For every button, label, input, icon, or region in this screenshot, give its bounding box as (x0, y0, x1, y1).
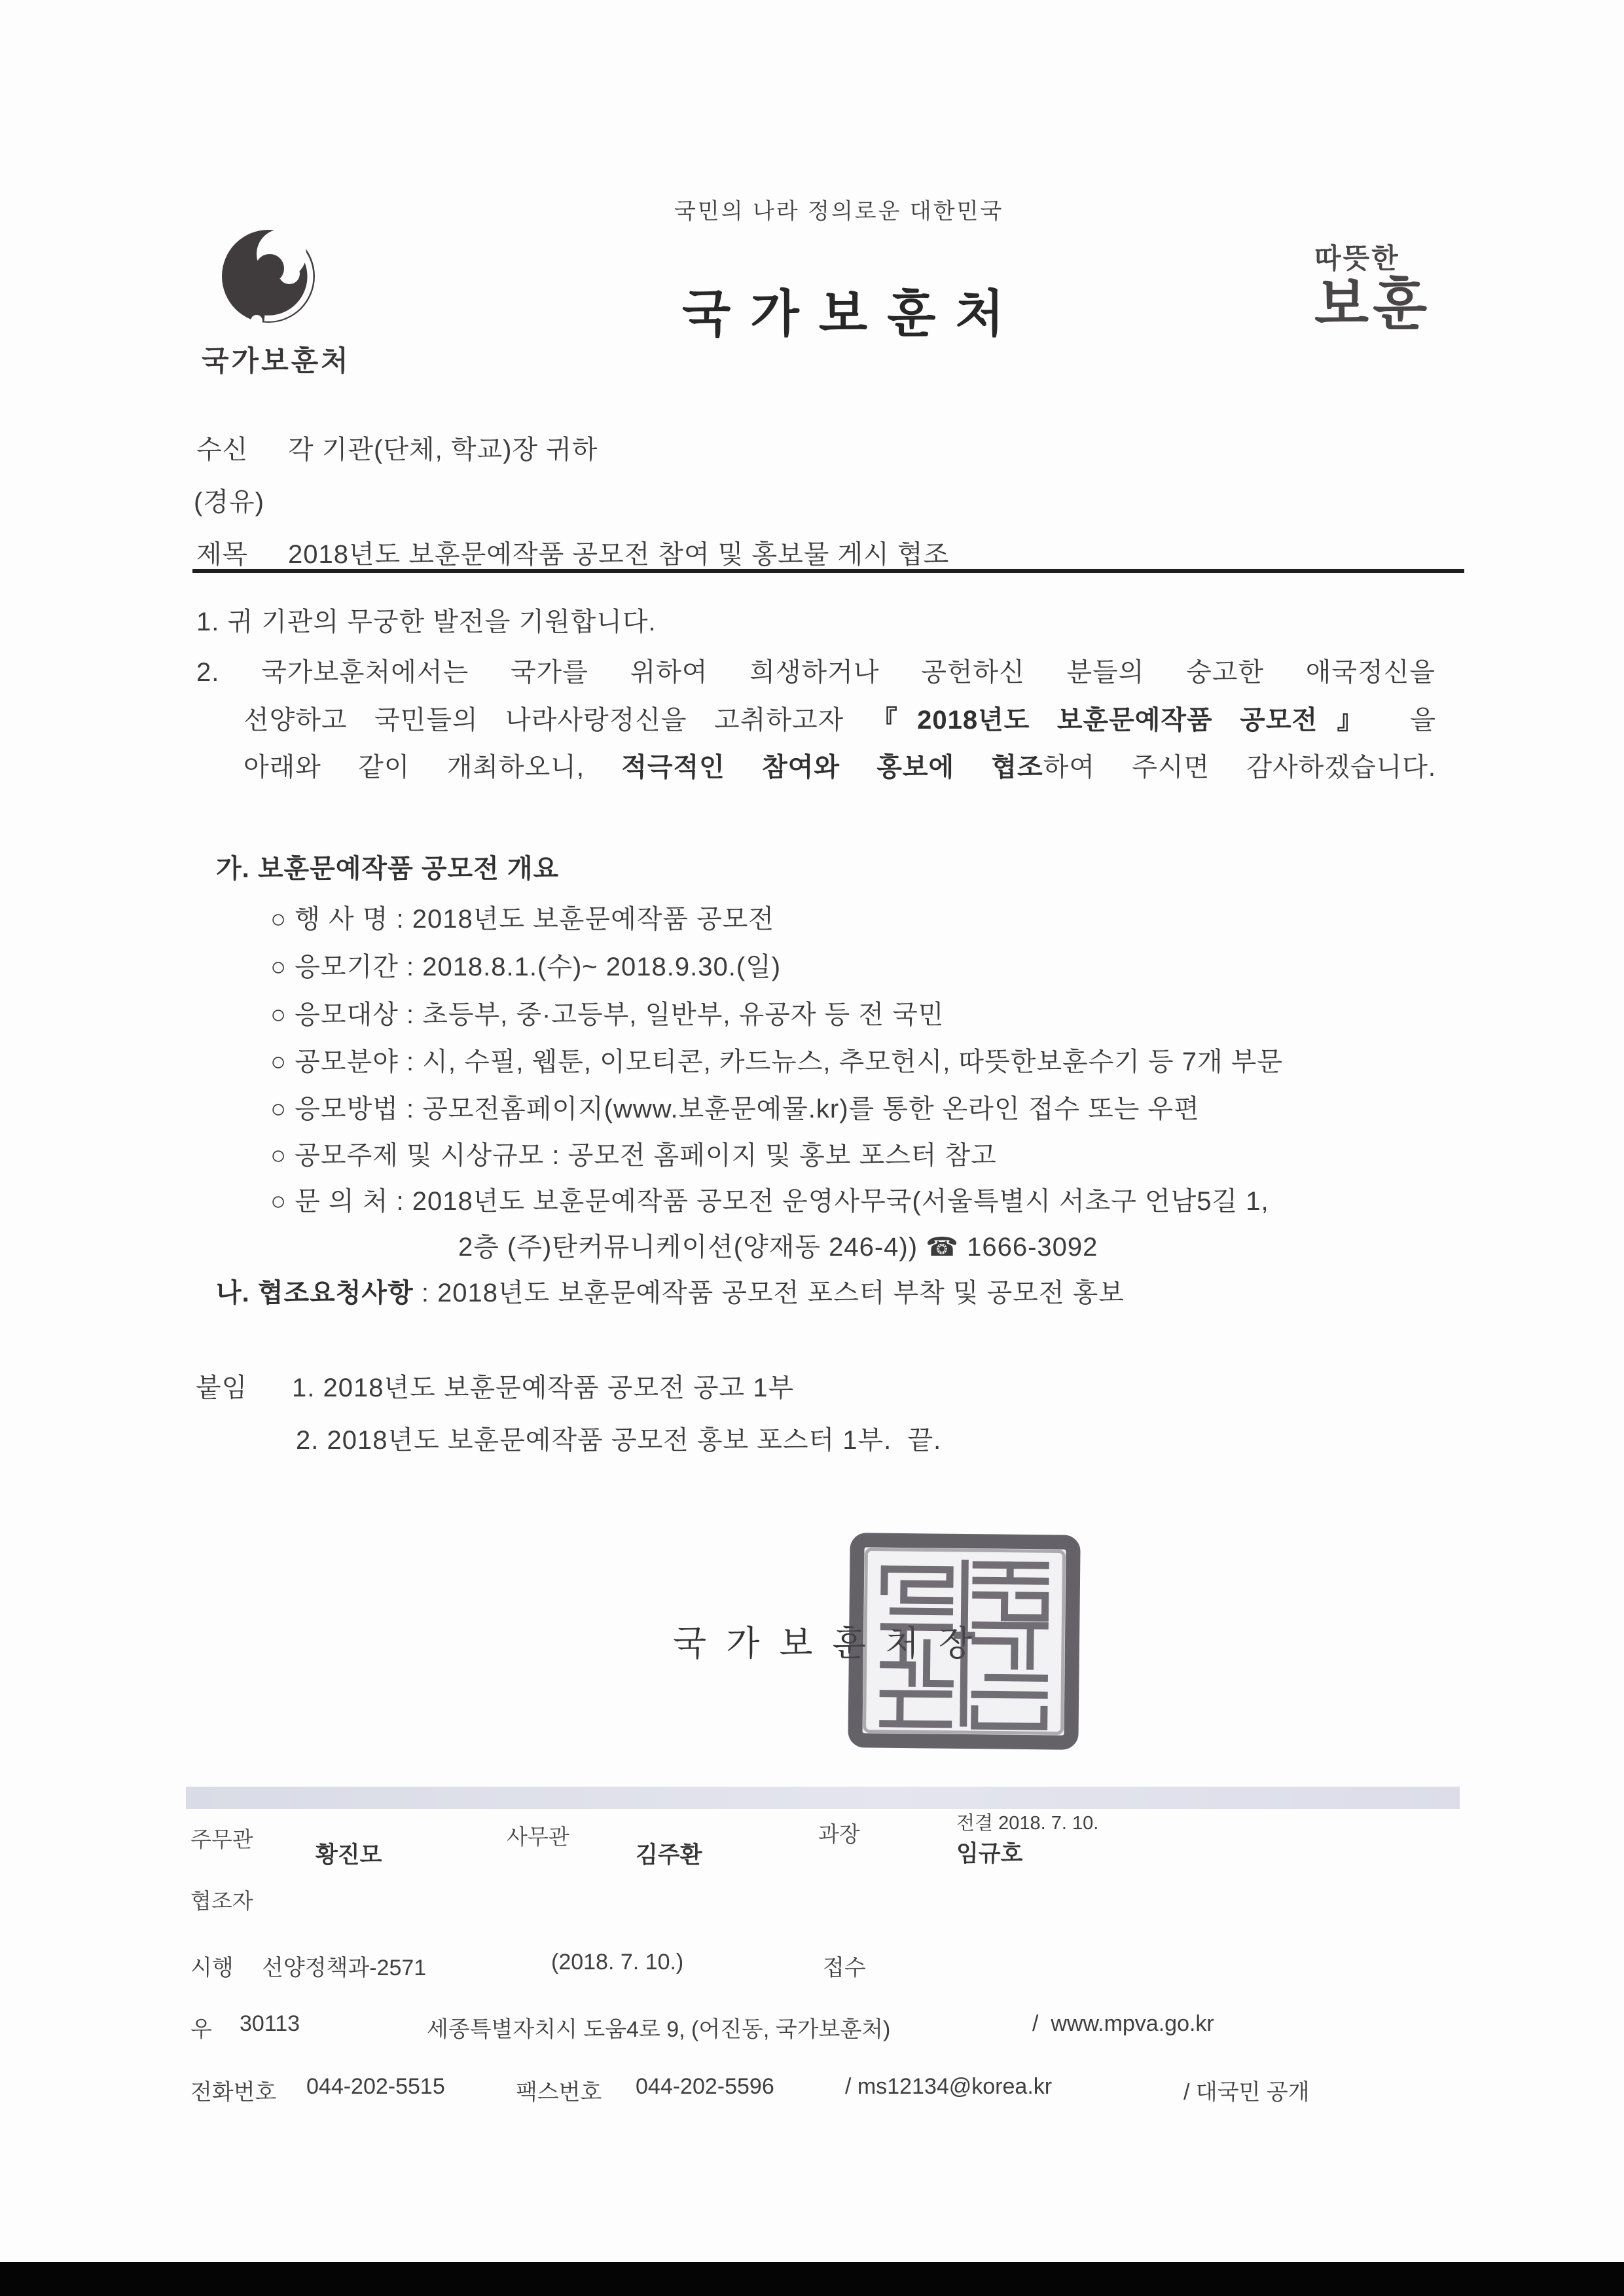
request-line (216, 1272, 1125, 1309)
attachment-item-2: 2. 2018년도 보훈문예작품 공모전 홍보 포스터 1부. 끝. (296, 1426, 942, 1455)
overview-item-text: 응모방법 : 공모전홈페이지(www.보훈문예물.kr)를 통한 온라인 접수 또는 우편 (295, 1095, 1200, 1123)
execution-date: (2018. 7. 10.) (551, 1950, 684, 1975)
approver-role-director: 과장 (818, 1822, 860, 1846)
overview-item-event-name (270, 898, 774, 936)
approver-name-staff: 황진모 (316, 1842, 382, 1868)
overview-item-text: 공모주제 및 시상규모 : 공모전 홈페이지 및 홍보 포스터 참고 (295, 1141, 997, 1170)
approver-name-director: 임규호 (956, 1841, 1023, 1867)
public-disclosure-note: / 대국민 공개 (1183, 2080, 1310, 2105)
inquiry-continuation: 2층 (주)탄커뮤니케이션(양재동 246-4)) ☎ 1666-3092 (458, 1233, 1098, 1262)
para2-line3-text: 아래와 같이 개최하오니, (244, 753, 622, 782)
attachment-item-1: 1. 2018년도 보훈문예작품 공모전 공고 1부 (292, 1374, 795, 1402)
para2-line2-tail: 을 (1382, 706, 1436, 735)
title-divider (192, 569, 1464, 573)
request-value: 2018년도 보훈문예작품 공모전 포스터 부착 및 공모전 홍보 (437, 1279, 1125, 1307)
overview-item-eligibility (270, 994, 944, 1031)
circle-bullet-icon: ○ (270, 1048, 287, 1076)
body-paragraph-1: 1. 귀 기관의 무궁한 발전을 기원합니다. (196, 608, 657, 636)
postal-code: 30113 (240, 2011, 300, 2036)
overview-item-period (270, 946, 781, 983)
attachments-label: 붙임 (196, 1374, 248, 1402)
email-address: / ms12134@korea.kr (845, 2074, 1053, 2099)
approver-name-officer: 김주환 (636, 1842, 702, 1868)
request-separator: : (413, 1279, 438, 1307)
recipient-value: 각 기관(단체, 학교)장 귀하 (288, 435, 598, 464)
via-line: (경유) (194, 488, 264, 517)
contest-name-emphasis: 『2018년도 보훈문예작품 공모전』 (871, 706, 1383, 735)
overview-item-theme (270, 1135, 997, 1172)
overview-item-text: 공모분야 : 시, 수필, 웹툰, 이모티콘, 카드뉴스, 추모헌시, 따뜻한보훈수기 등 7개 부문 (295, 1048, 1284, 1076)
overview-item-text: 행 사 명 : 2018년도 보훈문예작품 공모전 (295, 905, 775, 934)
overview-heading: 가. 보훈문예작품 공모전 개요 (216, 854, 560, 883)
fax-label: 팩스번호 (516, 2080, 602, 2105)
overview-item-text: 응모기간 : 2018.8.1.(수)~ 2018.9.30.(일) (295, 953, 782, 981)
emblem-caption: 국가보훈처 (202, 346, 351, 377)
body-paragraph-2-line2 (244, 699, 1436, 737)
taegeuk-emblem-icon (216, 225, 323, 327)
circle-bullet-icon: ○ (270, 1187, 287, 1216)
warm-bohun-badge (1314, 237, 1439, 336)
request-heading: 나. 협조요청사항 (216, 1279, 414, 1307)
government-slogan: 국민의 나라 정의로운 대한민국 (674, 199, 1004, 224)
approver-role-officer: 사무관 (507, 1825, 569, 1849)
scan-edge-black-bar (0, 2262, 1624, 2296)
cooperator-label: 협조자 (190, 1889, 253, 1913)
participation-emphasis: 적극적인 참여와 홍보에 협조 (621, 753, 1043, 782)
ministry-title: 국가보훈처 (682, 286, 1024, 342)
overview-item-categories (270, 1041, 1283, 1078)
postal-label: 우 (190, 2017, 212, 2042)
office-address: 세종특별자치시 도움4로 9, (어진동, 국가보훈처) (427, 2017, 891, 2042)
website-url: / www.mpva.go.kr (1032, 2011, 1214, 2036)
subject-value: 2018년도 보훈문예작품 공모전 참여 및 홍보물 게시 협조 (288, 540, 950, 569)
circle-bullet-icon: ○ (270, 1000, 287, 1029)
final-approval-note: 전결 2018. 7. 10. (956, 1813, 1099, 1834)
overview-item-inquiry (270, 1180, 1269, 1218)
signer-title: 국가보훈처장 (673, 1624, 992, 1663)
circle-bullet-icon: ○ (270, 905, 287, 934)
circle-bullet-icon: ○ (270, 1141, 287, 1170)
overview-item-text: 응모대상 : 초등부, 중·고등부, 일반부, 유공자 등 전 국민 (295, 1000, 945, 1029)
circle-bullet-icon: ○ (270, 1095, 287, 1123)
receipt-label: 접수 (823, 1956, 866, 1980)
subject-label: 제목 (196, 540, 249, 569)
phone-number: 044-202-5515 (306, 2074, 445, 2099)
document-number: 선양정책과-2571 (262, 1956, 427, 1980)
fax-number: 044-202-5596 (636, 2074, 774, 2099)
badge-line2: 보훈 (1314, 273, 1432, 336)
para2-line2-text: 선양하고 국민들의 나라사랑정신을 고취하고자 (244, 706, 871, 735)
para2-line3-tail: 하여 주시면 감사하겠습니다. (1043, 753, 1436, 782)
badge-line1: 따뜻한 (1314, 243, 1400, 274)
execution-label: 시행 (190, 1956, 234, 1980)
recipient-label: 수신 (196, 435, 249, 464)
official-seal (844, 1531, 1084, 1756)
overview-item-method (270, 1088, 1200, 1125)
body-paragraph-2-line1: 2. 국가보훈처에서는 국가를 위하여 희생하거나 공헌하신 분들의 숭고한 애국정신을 (196, 658, 1435, 687)
circle-bullet-icon: ○ (270, 953, 287, 981)
footer-divider-band (186, 1787, 1460, 1809)
phone-label: 전화번호 (190, 2080, 277, 2105)
approver-role-staff: 주무관 (190, 1827, 253, 1851)
body-paragraph-2-line3 (244, 746, 1436, 784)
overview-item-text: 문 의 처 : 2018년도 보훈문예작품 공모전 운영사무국(서울특별시 서초구 언남5길 1, (295, 1187, 1269, 1216)
